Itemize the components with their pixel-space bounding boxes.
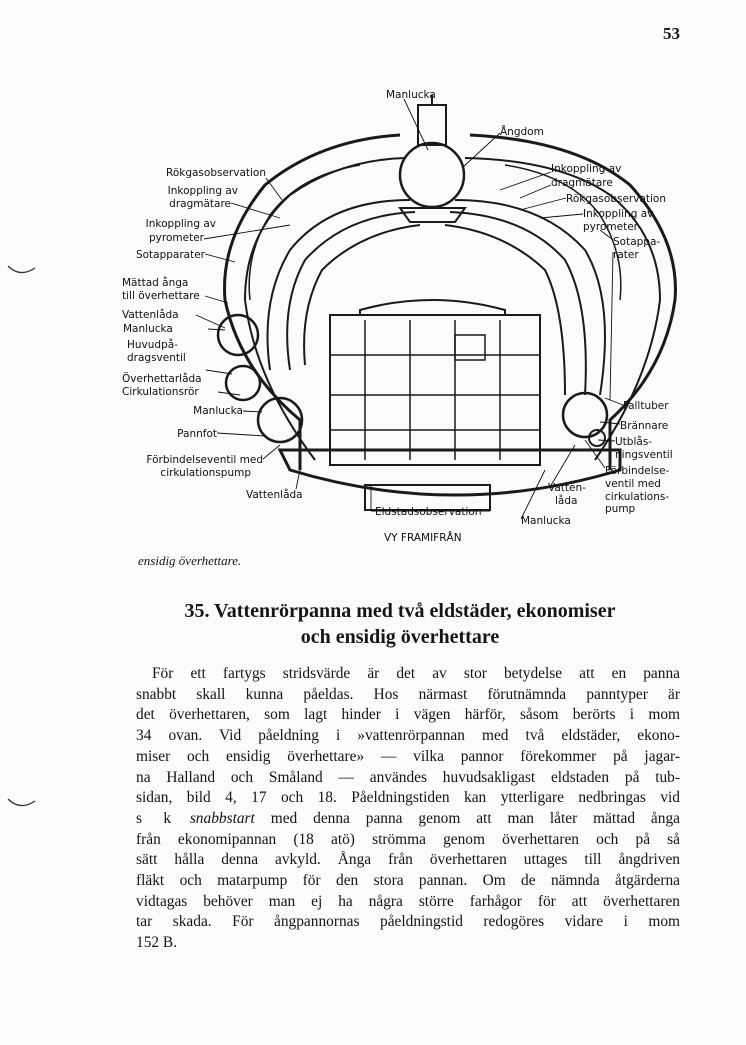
label-forbindelseventil-left-1: Förbindelseventil med	[146, 454, 263, 466]
label-vattenlada-left: Vattenlåda	[122, 309, 179, 321]
body-paragraph	[136, 664, 680, 954]
body-line: fläkt och matarpump för den stora pannan. Om de nämnda åtgärderna	[136, 872, 680, 890]
label-utblasningsventil-1: Utblås-	[615, 436, 653, 448]
section-heading-line-1: 35. Vattenrörpanna med två eldstäder, ekonomiser	[184, 600, 616, 622]
label-brannare: Brännare	[620, 420, 669, 432]
label-inkoppling-dragmatare-right-2: dragmätare	[551, 177, 613, 189]
label-manlucka-left-2: Manlucka	[193, 405, 243, 417]
label-vy-framifran: VY FRAMIFRÅN	[384, 532, 462, 544]
label-forbindelseventil-right-2: ventil med	[605, 478, 661, 490]
label-inkoppling-pyrometer-right-1: Inkoppling av	[583, 208, 654, 220]
label-inkoppling-pyrometer-left-1: Inkoppling av	[145, 218, 216, 230]
body-line-snabbstart	[136, 809, 680, 830]
body-line: miser och ensidig överhettare» — vilka pannor förekommer på jagar-	[136, 747, 680, 765]
section-heading	[100, 598, 700, 650]
label-forbindelseventil-right-4: pump	[605, 503, 636, 515]
label-rokgasobservation-left: Rökgasobservation	[166, 167, 266, 179]
label-eldstadsobservation: Eldstadsobservation	[375, 506, 482, 518]
label-inkoppling-dragmatare-left-2: dragmätare	[169, 198, 231, 210]
label-manlucka-top: Manlucka	[386, 89, 436, 101]
body-line: 34 ovan. Vid påeldning i »vattenrörpannan med två eldstäder, ekono-	[136, 727, 680, 745]
figure-labels	[122, 89, 673, 544]
body-line-prefix: s k	[136, 809, 174, 827]
body-line: För ett fartygs stridsvärde är det av stor betydelse att en panna	[152, 665, 680, 682]
label-manlucka-bottom: Manlucka	[521, 515, 571, 527]
label-sotapparater-right-2: rater	[613, 249, 639, 261]
label-inkoppling-dragmatare-left-1: Inkoppling av	[167, 185, 238, 197]
label-sotapparater-right-1: Sotappa-	[613, 236, 661, 248]
body-line-suffix: med denna panna genom att man låter mättad ånga	[270, 809, 680, 827]
label-sotapparater-left: Sotapparater	[135, 249, 205, 261]
label-vattenlada-right-1: Vatten-	[548, 482, 586, 494]
figure-caption-tail: ensidig överhettare.	[138, 553, 242, 568]
label-huvudpadragsventil-1: Huvudpå-	[127, 339, 178, 351]
label-inkoppling-pyrometer-right-2: pyrometer	[583, 221, 638, 233]
boiler-drawing	[218, 95, 675, 510]
label-huvudpadragsventil-2: dragsventil	[127, 352, 186, 364]
label-falltuber: Falltuber	[623, 400, 669, 412]
label-inkoppling-pyrometer-left-2: pyrometer	[149, 232, 204, 244]
label-forbindelseventil-right-1: Förbindelse-	[605, 465, 670, 477]
label-vattenlada-bottom: Vattenlåda	[246, 489, 303, 501]
label-vattenlada-right-2: låda	[555, 495, 578, 507]
label-forbindelseventil-right-3: cirkulations-	[605, 491, 670, 503]
body-line: na Halland och Småland — användes huvudsakligast eldstaden på tub-	[136, 768, 680, 786]
body-line: snabbt skall kunna påeldas. Hos närmast förutnämnda panntyper är	[136, 685, 680, 703]
label-cirkulationsror: Cirkulationsrör	[122, 386, 199, 398]
body-line: sätt hålla denna avkyld. Ånga från överhettaren uttages till ångdriven	[136, 851, 680, 869]
label-manlucka-left-1: Manlucka	[123, 323, 173, 335]
emphasis-snabbstart: snabbstart	[189, 809, 255, 827]
label-mattad-anga-2: till överhettare	[122, 290, 200, 302]
label-angdom: Ångdom	[500, 126, 544, 138]
label-inkoppling-dragmatare-right-1: Inkoppling av	[551, 163, 622, 175]
label-rokgasobservation-right: Rökgasobservation	[566, 193, 666, 205]
body-line: vidtagas behöver man ej ha några större farhågor för att överhettaren	[136, 892, 680, 910]
section-heading-line-2: och ensidig överhettare	[300, 626, 500, 648]
body-line: från ekonomipannan (18 atö) strömma genom överhettaren och på så	[136, 830, 680, 848]
body-line: det överhettaren, som lagt hinder i vägen härför, såsom berörts i mom	[136, 706, 680, 724]
body-line: 152 B.	[136, 934, 178, 952]
label-mattad-anga-1: Mättad ånga	[122, 277, 189, 289]
body-line: tar skada. För ångpannornas påeldningstid redogöres vidare i mom	[136, 913, 680, 931]
label-forbindelseventil-left-2: cirkulationspump	[160, 467, 251, 479]
body-line: sidan, bild 4, 17 och 18. Påeldningstiden kan ytterligare nedbringas vid	[136, 789, 680, 807]
label-overhettarlada: Överhettarlåda	[122, 373, 202, 385]
page-number: 53	[663, 24, 680, 43]
label-pannfot: Pannfot	[177, 428, 217, 440]
binding-mark-lower	[5, 795, 45, 815]
label-utblasningsventil-2: ningsventil	[615, 449, 673, 461]
